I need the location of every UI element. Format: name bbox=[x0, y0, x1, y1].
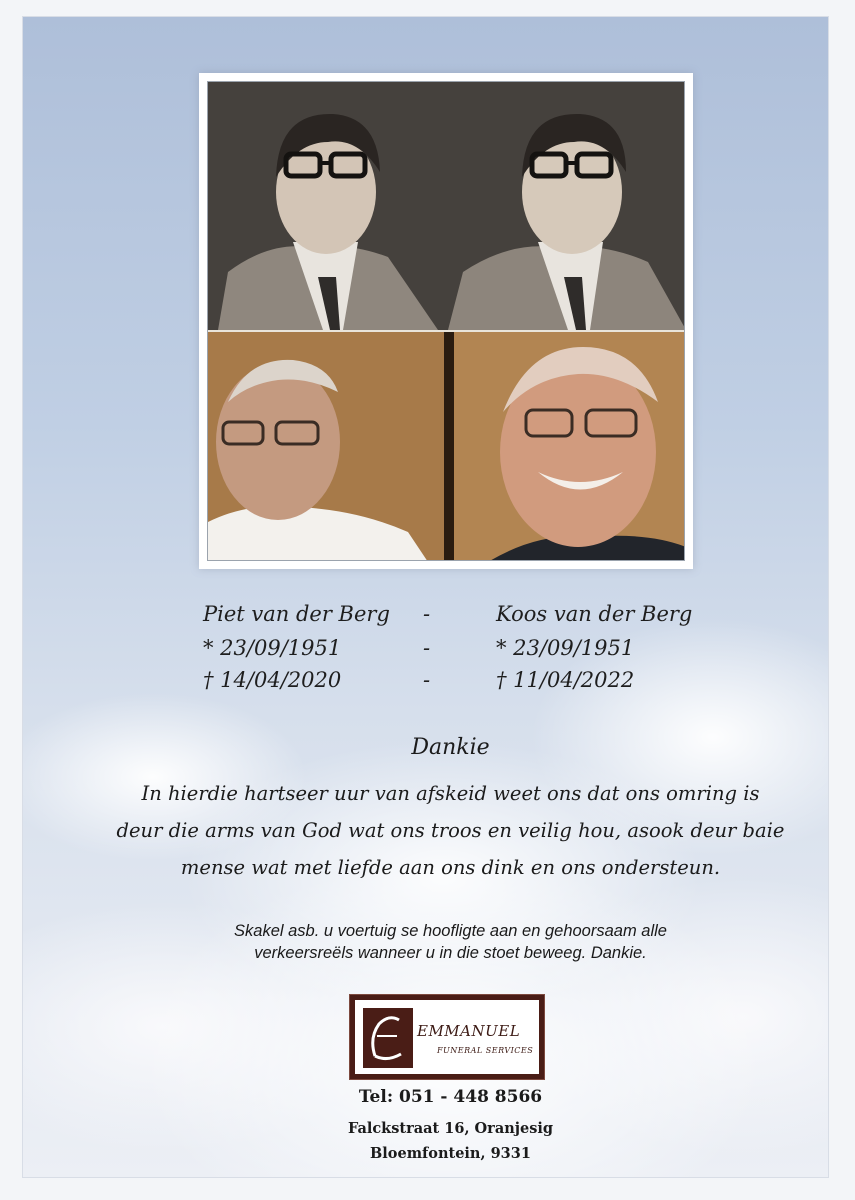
notice-line: Skakel asb. u voertuig se hoofligte aan en gehoorsaam alle bbox=[234, 922, 667, 940]
thanks-title: Dankie bbox=[411, 735, 490, 760]
separator: - bbox=[423, 668, 431, 692]
older-twins-photo bbox=[208, 332, 685, 561]
thanks-line: mense wat met liefde aan ons dink en ons ondersteun. bbox=[180, 856, 721, 879]
young-twins-photo bbox=[208, 82, 685, 332]
funeral-home-logo bbox=[350, 995, 544, 1079]
person-2-name: Koos van der Berg bbox=[496, 602, 693, 626]
logo-subtitle: FUNERAL SERVICES bbox=[437, 1046, 534, 1055]
older-portraits-illustration bbox=[208, 332, 685, 561]
logo-e-mark-icon bbox=[363, 1008, 413, 1068]
memorial-card bbox=[22, 16, 829, 1178]
thanks-line: In hierdie hartseer uur van afskeid weet ons dat ons omring is bbox=[141, 782, 760, 805]
young-portraits-illustration bbox=[208, 82, 685, 330]
procession-notice bbox=[93, 920, 808, 964]
photo-inner-border bbox=[207, 81, 685, 561]
person-1-birth-date: * 23/09/1951 bbox=[203, 636, 342, 660]
logo-name: EMMANUEL bbox=[417, 1022, 521, 1040]
person-2-death-date: † 11/04/2022 bbox=[496, 668, 635, 692]
separator: - bbox=[423, 602, 431, 626]
address-line-2: Bloemfontein, 9331 bbox=[370, 1145, 531, 1162]
phone-number: Tel: 051 - 448 8566 bbox=[358, 1087, 543, 1107]
person-2-birth-date: * 23/09/1951 bbox=[496, 636, 635, 660]
address-line-1: Falckstraat 16, Oranjesig bbox=[347, 1120, 554, 1137]
thanks-message bbox=[93, 775, 808, 886]
person-1-name: Piet van der Berg bbox=[203, 602, 390, 626]
thanks-line: deur die arms van God wat ons troos en veilig hou, asook deur baie bbox=[116, 819, 785, 842]
separator: - bbox=[423, 636, 431, 660]
photo-collage bbox=[199, 73, 693, 569]
notice-line: verkeersreëls wanneer u in die stoet beweeg. Dankie. bbox=[254, 944, 647, 962]
person-1-death-date: † 14/04/2020 bbox=[203, 668, 342, 692]
